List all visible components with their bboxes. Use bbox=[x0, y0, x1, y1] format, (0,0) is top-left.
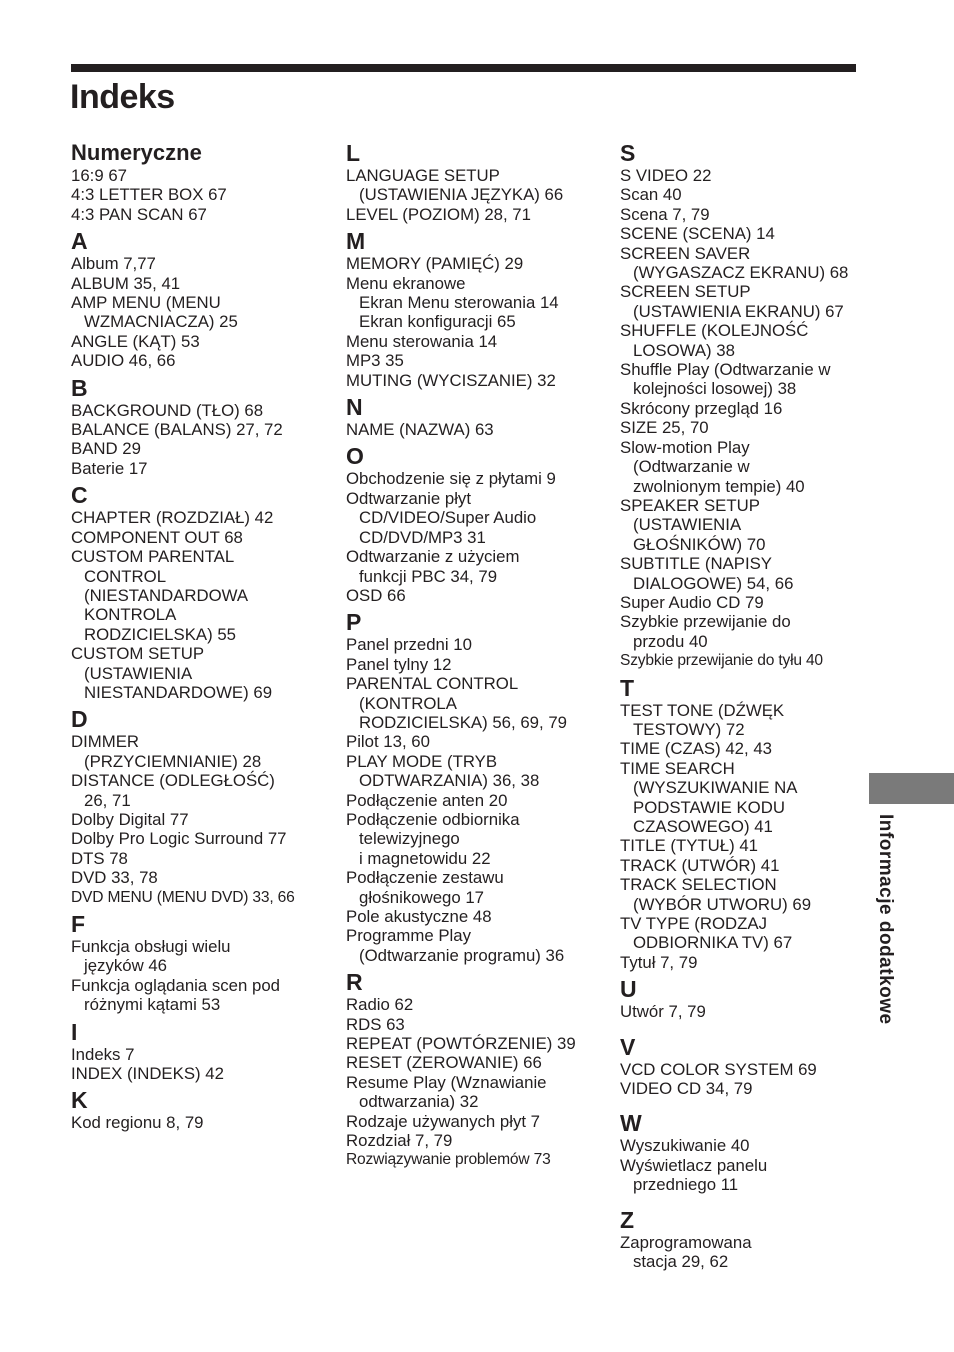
index-entry bbox=[71, 888, 331, 907]
index-entry-line: kolejności losowej) 38 bbox=[633, 379, 797, 399]
index-entry-line: MUTING (WYCISZANIE) 32 bbox=[346, 370, 556, 390]
index-entry-line: Ekran konfiguracji 65 bbox=[359, 312, 516, 332]
index-entry bbox=[620, 185, 864, 204]
index-entry-line: CUSTOM SETUP bbox=[71, 644, 205, 664]
index-entry bbox=[620, 651, 864, 670]
index-entry-list bbox=[71, 508, 331, 702]
index-entry-line: BALANCE (BALANS) 27, 72 bbox=[71, 420, 283, 440]
index-entry-line: Album 7,77 bbox=[71, 254, 156, 274]
index-entry-line: CONTROL bbox=[84, 566, 167, 586]
index-letter-heading: F bbox=[71, 911, 86, 937]
index-entry-line: BAND 29 bbox=[71, 439, 141, 459]
index-entry bbox=[620, 836, 864, 855]
index-entry-line: Menu sterowania 14 bbox=[346, 331, 498, 351]
index-entry-line: (USTAWIENIA EKRANU) 67 bbox=[633, 301, 844, 321]
index-entry bbox=[71, 644, 331, 702]
index-entry bbox=[620, 438, 864, 496]
index-entry bbox=[346, 1053, 608, 1072]
index-entry-list bbox=[71, 401, 331, 479]
index-entry bbox=[620, 399, 864, 418]
index-entry-line: RODZICIELSKA) 56, 69, 79 bbox=[359, 712, 567, 732]
index-entry-line: 16:9 67 bbox=[71, 166, 127, 185]
index-entry-line: RODZICIELSKA) 55 bbox=[84, 624, 237, 644]
index-entry-line: PODSTAWIE KODU bbox=[633, 797, 785, 817]
index-entry-list bbox=[346, 635, 608, 965]
index-entry-line: Tytuł 7, 79 bbox=[620, 952, 698, 972]
index-entry-line: GŁOŚNIKÓW) 70 bbox=[633, 534, 766, 554]
index-entry bbox=[71, 274, 331, 293]
index-entry bbox=[71, 810, 331, 829]
index-letter-heading: T bbox=[620, 674, 635, 701]
index-entry bbox=[620, 282, 864, 321]
index-entry bbox=[346, 371, 608, 390]
index-entry bbox=[346, 469, 608, 488]
index-entry-line: Pole akustyczne 48 bbox=[346, 907, 492, 926]
index-entry bbox=[346, 489, 608, 547]
index-entry-line: CD/DVD/MP3 31 bbox=[359, 527, 486, 547]
index-entry-list bbox=[71, 166, 331, 224]
index-entry-line: Funkcja obsługi wielu bbox=[71, 937, 231, 956]
index-entry-line: Odtwarzanie płyt bbox=[346, 488, 471, 508]
index-entry-line: Rozdział 7, 79 bbox=[346, 1131, 453, 1151]
index-entry bbox=[620, 759, 864, 837]
index-entry-line: Obchodzenie się z płytami 9 bbox=[346, 469, 556, 489]
index-entry-line: VIDEO CD 34, 79 bbox=[620, 1079, 753, 1099]
index-entry bbox=[346, 351, 608, 370]
index-entry-line: i magnetowidu 22 bbox=[359, 848, 491, 868]
index-entry bbox=[346, 635, 608, 654]
index-entry-list bbox=[71, 732, 331, 907]
index-entry-line: TIME SEARCH bbox=[620, 758, 735, 778]
index-entry bbox=[71, 829, 331, 848]
index-entry bbox=[346, 274, 608, 293]
index-entry-list bbox=[346, 254, 608, 390]
index-entry-line: CUSTOM PARENTAL bbox=[71, 547, 235, 567]
index-entry bbox=[71, 205, 331, 224]
index-entry-line: (WYGASZACZ EKRANU) 68 bbox=[633, 263, 849, 283]
index-entry bbox=[346, 420, 608, 439]
index-entry bbox=[71, 732, 331, 771]
index-entry-line: Dolby Pro Logic Surround 77 bbox=[71, 829, 287, 849]
index-entry-list bbox=[620, 1136, 864, 1194]
index-entry-line: Radio 62 bbox=[346, 995, 414, 1015]
index-entry bbox=[620, 1060, 864, 1079]
index-entry-line: 4:3 PAN SCAN 67 bbox=[71, 204, 207, 224]
index-entry-line: TRACK (UTWÓR) 41 bbox=[620, 855, 780, 875]
index-entry bbox=[71, 254, 331, 273]
index-entry-line: BACKGROUND (TŁO) 68 bbox=[71, 400, 264, 420]
index-entry-line: Slow-motion Play bbox=[620, 437, 750, 457]
index-entry-line: Podłączenie odbiornika bbox=[346, 809, 520, 829]
index-entry-line: Podłączenie anten 20 bbox=[346, 790, 508, 810]
index-entry bbox=[620, 496, 864, 554]
index-entry-line: SHUFFLE (KOLEJNOŚĆ bbox=[620, 321, 809, 341]
index-letter-heading: C bbox=[71, 482, 88, 509]
index-letter-heading: I bbox=[71, 1018, 78, 1045]
index-entry-line: Panel przedni 10 bbox=[346, 635, 472, 655]
index-entry-line: DISTANCE (ODLEGŁOŚĆ) bbox=[71, 771, 275, 791]
index-entry-line: TV TYPE (RODZAJ bbox=[620, 914, 768, 934]
index-entry-line: Programme Play bbox=[346, 926, 471, 946]
index-entry-line: Panel tylny 12 bbox=[346, 654, 452, 674]
index-entry bbox=[71, 937, 331, 976]
index-entry bbox=[71, 185, 331, 204]
index-entry-line: Wyszukiwanie 40 bbox=[620, 1136, 750, 1156]
index-entry bbox=[346, 332, 608, 351]
index-entry-line: (USTAWIENIA JĘZYKA) 66 bbox=[359, 185, 564, 205]
index-entry-line: Super Audio CD 79 bbox=[620, 592, 764, 612]
index-letter-heading: V bbox=[620, 1033, 636, 1060]
index-entry bbox=[346, 1150, 608, 1169]
index-entry-line: OSD 66 bbox=[346, 585, 406, 605]
index-letter-heading: W bbox=[620, 1110, 642, 1137]
index-entry bbox=[346, 1073, 608, 1112]
index-entry bbox=[620, 166, 864, 185]
index-entry bbox=[346, 1034, 608, 1053]
index-entry bbox=[71, 1113, 331, 1132]
index-entry-line: AUDIO 46, 66 bbox=[71, 351, 176, 371]
index-entry bbox=[620, 554, 864, 593]
index-entry-line: RDS 63 bbox=[346, 1014, 405, 1034]
index-entry-list bbox=[71, 1113, 331, 1132]
index-entry bbox=[620, 205, 864, 224]
index-entry-line: CZASOWEGO) 41 bbox=[633, 817, 773, 836]
index-entry-list bbox=[620, 1060, 864, 1099]
index-entry bbox=[346, 1015, 608, 1034]
index-letter-heading: L bbox=[346, 140, 361, 166]
index-entry bbox=[71, 771, 331, 810]
index-entry-line: (KONTROLA bbox=[359, 693, 457, 713]
index-entry bbox=[71, 1045, 331, 1064]
index-entry-line: MP3 35 bbox=[346, 351, 404, 371]
index-entry bbox=[71, 508, 331, 527]
index-entry-line: DIMMER bbox=[71, 732, 140, 752]
index-entry-line: zwolnionym tempie) 40 bbox=[633, 476, 805, 496]
index-entry-line: MEMORY (PAMIĘĆ) 29 bbox=[346, 254, 524, 274]
index-entry-line: LOSOWA) 38 bbox=[633, 340, 735, 360]
index-entry bbox=[71, 439, 331, 458]
index-entry-line: TITLE (TYTUŁ) 41 bbox=[620, 836, 759, 856]
index-entry-list bbox=[71, 1045, 331, 1084]
index-entry bbox=[71, 166, 331, 185]
index-entry-line: SCREEN SAVER bbox=[620, 243, 751, 263]
index-entry-line: (Odtwarzanie w bbox=[633, 457, 750, 477]
index-entry-line: DIALOGOWE) 54, 66 bbox=[633, 573, 794, 593]
index-entry-line: (USTAWIENIA bbox=[633, 515, 742, 535]
index-entry bbox=[346, 674, 608, 732]
index-entry-line: TEST TONE (DŹWĘK bbox=[620, 700, 785, 720]
index-entry-line: Zaprogramowana bbox=[620, 1232, 752, 1252]
index-entry-line: ALBUM 35, 41 bbox=[71, 273, 181, 293]
index-column-2 bbox=[346, 140, 608, 1170]
index-entry bbox=[71, 868, 331, 887]
index-entry-line: telewizyjnego bbox=[359, 829, 460, 849]
index-letter-heading: R bbox=[346, 969, 363, 996]
index-entry-line: LEVEL (POZIOM) 28, 71 bbox=[346, 204, 531, 224]
index-entry bbox=[346, 547, 608, 586]
index-letter-heading: S bbox=[620, 140, 636, 166]
index-entry-line: WZMACNIACZA) 25 bbox=[84, 312, 238, 332]
index-letter-heading: O bbox=[346, 443, 364, 470]
index-entry-line: Scan 40 bbox=[620, 185, 682, 205]
index-entry-list bbox=[346, 995, 608, 1170]
index-entry bbox=[346, 254, 608, 273]
index-entry-line: Kod regionu 8, 79 bbox=[71, 1113, 204, 1133]
index-entry-line: PARENTAL CONTROL bbox=[346, 674, 519, 694]
index-entry-list bbox=[346, 469, 608, 605]
index-entry bbox=[346, 868, 608, 907]
index-entry bbox=[71, 351, 331, 370]
index-entry bbox=[346, 586, 608, 605]
index-entry-line: DVD MENU (MENU DVD) 33, 66 bbox=[71, 888, 295, 906]
index-entry-line: Shuffle Play (Odtwarzanie w bbox=[620, 360, 831, 380]
index-entry-line: (WYSZUKIWANIE NA bbox=[633, 778, 798, 798]
index-entry-line: (NIESTANDARDOWA bbox=[84, 585, 249, 605]
index-entry-line: Ekran Menu sterowania 14 bbox=[359, 293, 559, 313]
index-entry bbox=[620, 1156, 864, 1195]
index-entry-line: (Odtwarzanie programu) 36 bbox=[359, 945, 565, 965]
index-entry bbox=[71, 332, 331, 351]
index-entry-line: Pilot 13, 60 bbox=[346, 732, 430, 752]
index-entry bbox=[346, 926, 608, 965]
index-entry bbox=[346, 655, 608, 674]
index-letter-heading: Z bbox=[620, 1206, 635, 1233]
index-entry-line: DVD 33, 78 bbox=[71, 868, 158, 888]
index-entry-line: Scena 7, 79 bbox=[620, 204, 710, 224]
index-entry-line: Rozwiązywanie problemów 73 bbox=[346, 1151, 551, 1169]
index-entry-list bbox=[346, 420, 608, 439]
index-entry bbox=[620, 1002, 864, 1021]
index-entry-list bbox=[71, 937, 331, 1015]
index-entry-line: NAME (NAZWA) 63 bbox=[346, 420, 494, 440]
index-entry-line: CD/VIDEO/Super Audio bbox=[359, 508, 537, 528]
index-entry bbox=[620, 914, 864, 953]
index-entry-line: odtwarzania) 32 bbox=[359, 1092, 479, 1112]
index-entry-line: REPEAT (POWTÓRZENIE) 39 bbox=[346, 1034, 576, 1054]
index-entry-line: VCD COLOR SYSTEM 69 bbox=[620, 1059, 817, 1079]
index-entry bbox=[346, 205, 608, 224]
index-entry bbox=[346, 166, 608, 205]
index-entry-list bbox=[620, 166, 864, 671]
index-entry-line: Podłączenie zestawu bbox=[346, 868, 504, 888]
index-entry-line: stacja 29, 62 bbox=[633, 1252, 729, 1272]
index-entry bbox=[620, 612, 864, 651]
index-entry-line: (PRZYCIEMNIANIE) 28 bbox=[84, 751, 262, 771]
index-entry bbox=[620, 418, 864, 437]
index-letter-heading: Numeryczne bbox=[71, 140, 202, 165]
index-entry bbox=[620, 875, 864, 914]
index-column-3 bbox=[620, 140, 864, 1272]
index-entry bbox=[620, 360, 864, 399]
index-entry-line: Odtwarzanie z użyciem bbox=[346, 547, 520, 567]
index-entry bbox=[346, 995, 608, 1014]
index-entry-line: Szybkie przewijanie do tyłu 40 bbox=[620, 652, 823, 670]
index-entry bbox=[346, 791, 608, 810]
index-entry-line: Resume Play (Wznawianie bbox=[346, 1072, 547, 1092]
index-entry-line: ODTWARZANIA) 36, 38 bbox=[359, 771, 540, 791]
index-entry-line: Skrócony przegląd 16 bbox=[620, 398, 783, 418]
index-letter-heading: P bbox=[346, 609, 362, 636]
index-entry-line: TRACK SELECTION bbox=[620, 875, 777, 895]
index-entry bbox=[71, 420, 331, 439]
index-entry-line: Indeks 7 bbox=[71, 1044, 135, 1064]
index-letter-heading: K bbox=[71, 1087, 88, 1114]
index-entry-line: (USTAWIENIA bbox=[84, 663, 193, 683]
index-entry-line: 4:3 LETTER BOX 67 bbox=[71, 185, 227, 205]
index-entry-line: (WYBÓR UTWORU) 69 bbox=[633, 894, 812, 914]
index-entry-line: AMP MENU (MENU bbox=[71, 293, 221, 313]
index-entry-line: Menu ekranowe bbox=[346, 273, 466, 293]
index-letter-heading: D bbox=[71, 706, 88, 733]
index-entry bbox=[346, 1131, 608, 1150]
index-letter-heading: A bbox=[71, 228, 88, 255]
index-entry-line: SUBTITLE (NAPISY bbox=[620, 554, 772, 574]
index-entry-line: DTS 78 bbox=[71, 848, 128, 868]
index-entry-line: LANGUAGE SETUP bbox=[346, 166, 500, 185]
index-entry bbox=[346, 1112, 608, 1131]
index-entry bbox=[620, 1079, 864, 1098]
index-entry-line: Utwór 7, 79 bbox=[620, 1002, 706, 1022]
index-entry-line: CHAPTER (ROZDZIAŁ) 42 bbox=[71, 508, 274, 528]
index-entry-line: Funkcja oglądania scen pod bbox=[71, 975, 280, 995]
index-entry-line: TESTOWY) 72 bbox=[633, 719, 745, 739]
index-entry-list bbox=[620, 701, 864, 973]
index-entry-list bbox=[346, 166, 608, 224]
index-entry-line: COMPONENT OUT 68 bbox=[71, 527, 243, 547]
index-entry-line: SIZE 25, 70 bbox=[620, 418, 709, 438]
index-entry-line: języków 46 bbox=[84, 956, 168, 976]
index-entry-line: Dolby Digital 77 bbox=[71, 809, 189, 829]
index-entry bbox=[620, 856, 864, 875]
index-entry-list bbox=[620, 1233, 864, 1272]
index-letter-heading: N bbox=[346, 394, 363, 421]
index-entry bbox=[620, 224, 864, 243]
index-entry-line: SCENE (SCENA) 14 bbox=[620, 224, 775, 244]
index-entry-line: SCREEN SETUP bbox=[620, 282, 751, 302]
index-entry-line: PLAY MODE (TRYB bbox=[346, 751, 498, 771]
index-entry-line: 26, 71 bbox=[84, 790, 131, 810]
index-subentry bbox=[346, 312, 608, 331]
index-entry bbox=[620, 1136, 864, 1155]
index-entry-line: NIESTANDARDOWE) 69 bbox=[84, 682, 273, 702]
index-column-1 bbox=[71, 140, 331, 1133]
index-entry bbox=[346, 810, 608, 868]
index-entry-line: Rodzaje używanych płyt 7 bbox=[346, 1111, 541, 1131]
index-entry-line: Baterie 17 bbox=[71, 458, 148, 478]
index-entry bbox=[620, 244, 864, 283]
index-entry-list bbox=[71, 254, 331, 370]
index-entry bbox=[71, 547, 331, 644]
index-entry bbox=[71, 849, 331, 868]
index-entry-line: RESET (ZEROWANIE) 66 bbox=[346, 1053, 542, 1073]
index-subentry bbox=[346, 293, 608, 312]
index-entry-line: funkcji PBC 34, 79 bbox=[359, 566, 498, 586]
index-letter-heading: B bbox=[71, 374, 88, 401]
index-entry-line: S VIDEO 22 bbox=[620, 166, 712, 185]
index-entry bbox=[620, 701, 864, 740]
index-entry bbox=[620, 593, 864, 612]
index-entry bbox=[620, 953, 864, 972]
index-entry bbox=[620, 739, 864, 758]
index-entry bbox=[346, 907, 608, 926]
index-entry-line: ODBIORNIKA TV) 67 bbox=[633, 933, 793, 953]
index-entry-line: Wyświetlacz panelu bbox=[620, 1155, 768, 1175]
index-entry bbox=[620, 321, 864, 360]
index-entry bbox=[71, 1064, 331, 1083]
section-tab-label: Informacje dodatkowe bbox=[875, 814, 896, 1025]
index-entry-line: głośnikowego 17 bbox=[359, 887, 485, 907]
index-entry bbox=[71, 976, 331, 1015]
index-entry-line: ANGLE (KĄT) 53 bbox=[71, 331, 200, 351]
section-tab bbox=[869, 773, 954, 804]
top-rule bbox=[71, 64, 856, 72]
index-entry-line: TIME (CZAS) 42, 43 bbox=[620, 739, 772, 759]
index-entry-line: SPEAKER SETUP bbox=[620, 495, 760, 515]
page-title: Indeks bbox=[70, 78, 175, 116]
index-entry-line: różnymi kątami 53 bbox=[84, 995, 221, 1015]
index-entry-line: przodu 40 bbox=[633, 631, 708, 651]
index-entry-line: przedniego 11 bbox=[633, 1175, 739, 1195]
index-entry bbox=[71, 459, 331, 478]
index-entry bbox=[346, 732, 608, 751]
index-entry-line: INDEX (INDEKS) 42 bbox=[71, 1064, 224, 1084]
index-entry bbox=[71, 528, 331, 547]
index-entry bbox=[346, 752, 608, 791]
index-entry-line: KONTROLA bbox=[84, 605, 177, 625]
index-entry bbox=[71, 293, 331, 332]
index-entry bbox=[620, 1233, 864, 1272]
index-entry-line: Szybkie przewijanie do bbox=[620, 612, 791, 632]
index-letter-heading: M bbox=[346, 228, 366, 255]
index-letter-heading: U bbox=[620, 976, 637, 1003]
index-entry-list bbox=[620, 1002, 864, 1021]
index-entry bbox=[71, 401, 331, 420]
